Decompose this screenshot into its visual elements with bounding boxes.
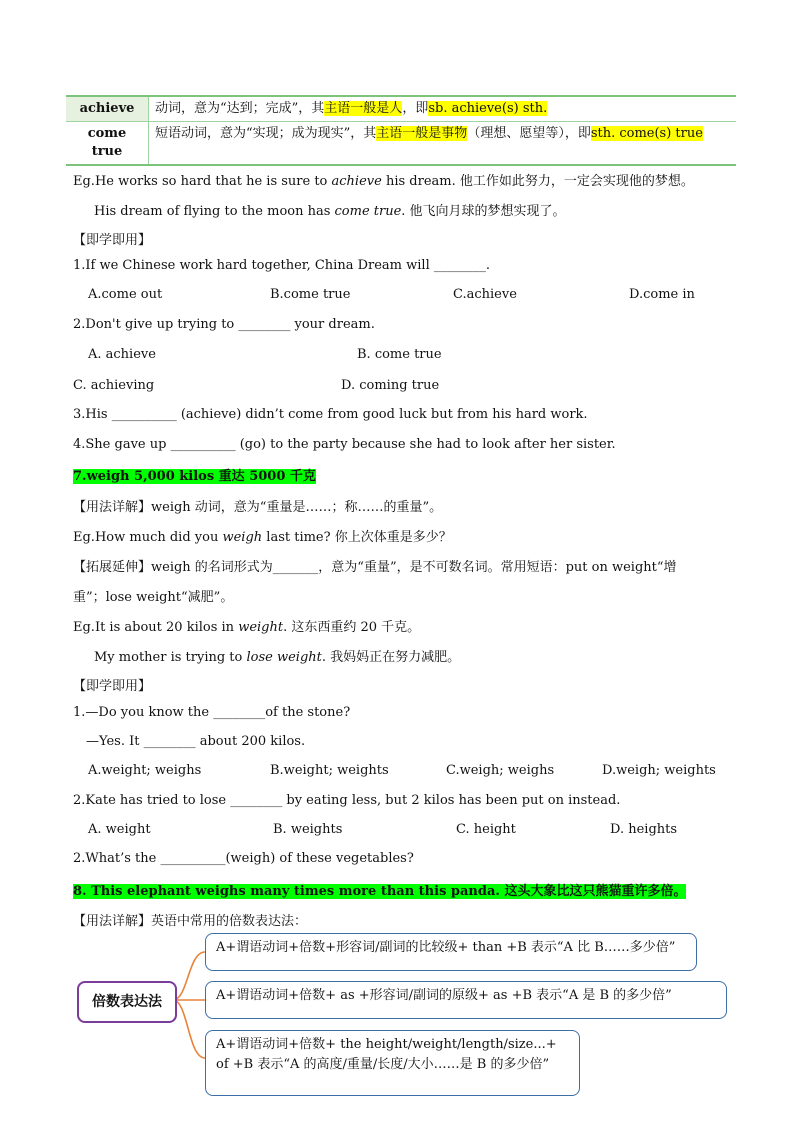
option: C. height <box>456 822 516 837</box>
option: A. achieve <box>88 347 156 362</box>
term-cell: achieve <box>66 96 149 122</box>
example-sentence: Eg.It is about 20 kilos in weight. 这东西重约 20 千克。 <box>73 620 421 635</box>
section-title: 8. This elephant weighs many times more than this panda. 这头大象比这只熊猫重许多倍。 <box>73 884 687 899</box>
mindmap-branch: A+谓语动词+倍数+ the height/weight/length/size...+ of +B 表示“A 的高度/重量/长度/大小……是 B 的多少倍” <box>205 1030 580 1096</box>
extension-note: 重”；lose weight“减肥”。 <box>73 590 234 605</box>
question: 3.His __________ (achieve) didn’t come from good luck but from his hard work. <box>73 407 588 422</box>
usage-note: 【用法详解】weigh 动词，意为“重量是……；称……的重量”。 <box>73 500 443 515</box>
question: 1.If we Chinese work hard together, China Dream will ________. <box>73 258 490 273</box>
mindmap-root: 倍数表达法 <box>77 981 177 1023</box>
option: B.weight; weights <box>270 763 389 778</box>
example-sentence: Eg.How much did you weigh last time? 你上次体重是多少？ <box>73 530 452 545</box>
question: 1.—Do you know the ________of the stone? <box>73 705 351 720</box>
option: C.achieve <box>453 287 517 302</box>
question: —Yes. It ________ about 200 kilos. <box>86 734 306 749</box>
option: B. come true <box>357 347 442 362</box>
option: B.come true <box>270 287 351 302</box>
mindmap-branch: A+谓语动词+倍数+形容词/副词的比较级+ than +B 表示“A 比 B……多少倍” <box>205 933 697 971</box>
question: 2.Don't give up trying to ________ your dream. <box>73 317 375 332</box>
highlight: sth. come(s) true <box>590 126 703 141</box>
option: D. coming true <box>341 378 440 393</box>
option: C.weigh; weighs <box>446 763 555 778</box>
section-heading: 【即学即用】 <box>73 679 152 694</box>
option: A.come out <box>88 287 163 302</box>
question: 4.She gave up __________ (go) to the party because she had to look after her sister. <box>73 437 616 452</box>
highlight: sb. achieve(s) sth. <box>428 101 548 116</box>
example-sentence: My mother is trying to lose weight. 我妈妈正在努力减肥。 <box>94 650 461 665</box>
example-sentence: Eg.He works so hard that he is sure to achieve his dream. 他工作如此努力，一定会实现他的梦想。 <box>73 174 694 189</box>
usage-note: 【用法详解】英语中常用的倍数表达法： <box>73 914 308 929</box>
term-cell: come true <box>66 122 149 166</box>
highlight: 主语一般是事物 <box>376 126 468 141</box>
extension-note: 【拓展延伸】weigh 的名词形式为_______，意为“重量”，是不可数名词。常用短语：put on weight“增 <box>73 560 677 575</box>
option: A. weight <box>88 822 151 837</box>
option: C. achieving <box>73 378 155 393</box>
option: D.weigh; weights <box>602 763 716 778</box>
option: A.weight; weighs <box>88 763 202 778</box>
option: D. heights <box>610 822 678 837</box>
section-heading: 【即学即用】 <box>73 233 152 248</box>
question: 2.Kate has tried to lose ________ by eating less, but 2 kilos has been put on instead. <box>73 793 621 808</box>
definition-cell: 动词，意为“达到；完成”，其主语一般是人，即sb. achieve(s) sth. <box>149 96 737 122</box>
section-title: 7.weigh 5,000 kilos 重达 5000 千克 <box>73 469 316 484</box>
option: D.come in <box>629 287 695 302</box>
highlight: 主语一般是人 <box>324 101 403 116</box>
mindmap-branch: A+谓语动词+倍数+ as +形容词/副词的原级+ as +B 表示“A 是 B 的多少倍” <box>205 981 727 1019</box>
example-sentence: His dream of flying to the moon has come true. 他飞向月球的梦想实现了。 <box>94 204 566 219</box>
definition-cell: 短语动词，意为“实现；成为现实”，其主语一般是事物（理想、愿望等），即sth. come(s) true <box>149 122 737 166</box>
question: 2.What’s the __________(weigh) of these vegetables? <box>73 851 414 866</box>
option: B. weights <box>273 822 343 837</box>
